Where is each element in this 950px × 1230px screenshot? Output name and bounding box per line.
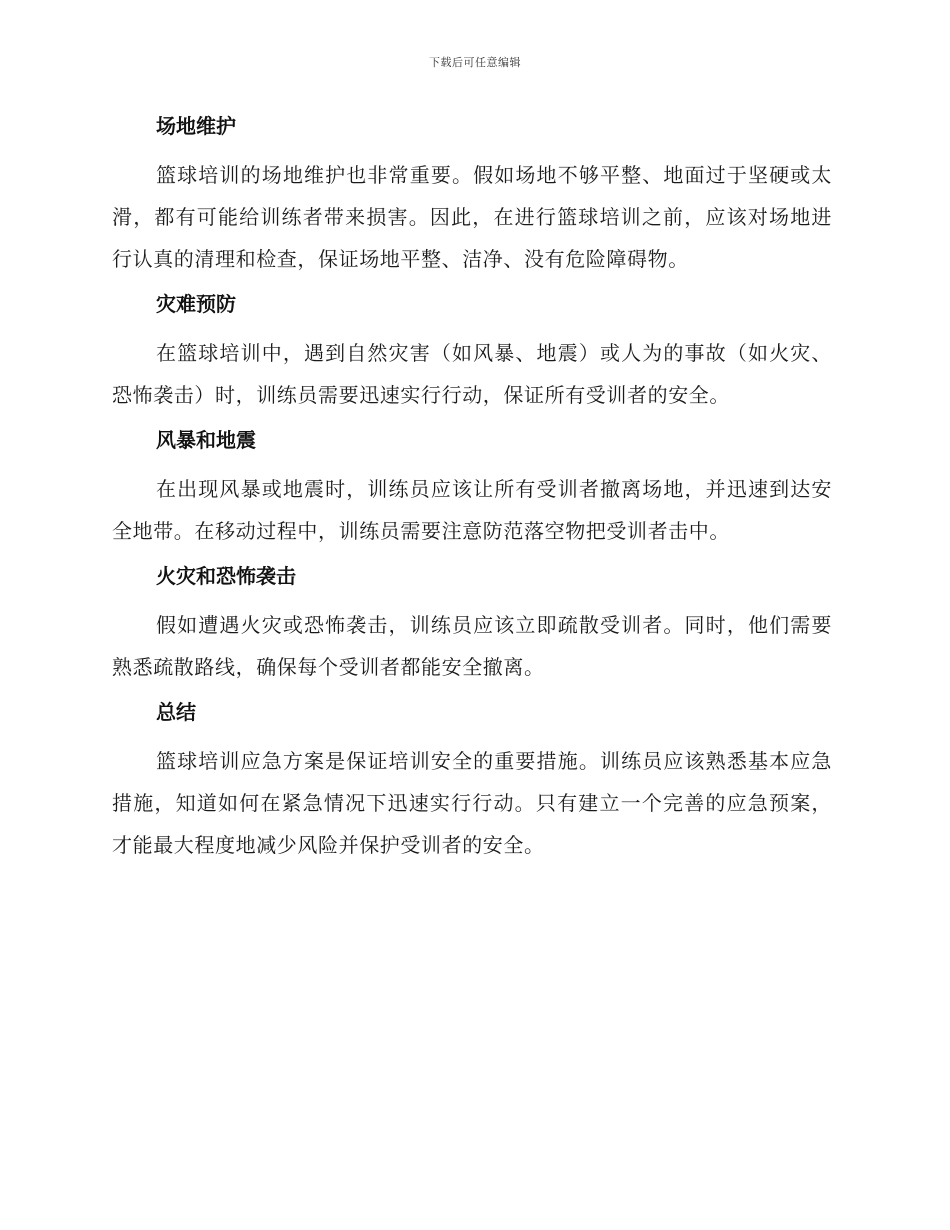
section-paragraph: 在篮球培训中，遇到自然灾害（如风暴、地震）或人为的事故（如火灾、恐怖袭击）时，训练员需要迅速实行行动，保证所有受训者的安全。 [112,341,832,407]
section-paragraph: 篮球培训的场地维护也非常重要。假如场地不够平整、地面过于坚硬或太滑，都有可能给训练者带来损害。因此，在进行篮球培训之前，应该对场地进行认真的清理和检查，保证场地平整、洁净、没有危险障碍物。 [112,163,832,271]
section-heading: 总结 [156,700,196,724]
section-summary [112,696,832,866]
section-paragraph: 在出现风暴或地震时，训练员应该让所有受训者撤离场地，并迅速到达安全地带。在移动过程中，训练员需要注意防范落空物把受训者击中。 [112,477,832,543]
section-heading: 灾难预防 [156,292,236,316]
section-paragraph: 假如遭遇火灾或恐怖袭击，训练员应该立即疏散受训者。同时，他们需要熟悉疏散路线，确保每个受训者都能安全撤离。 [112,613,832,679]
header-note: 下载后可任意编辑 [429,56,521,69]
section-storm-earthquake [112,424,832,552]
section-heading: 火灾和恐怖袭击 [156,564,296,588]
section-paragraph: 篮球培训应急方案是保证培训安全的重要措施。训练员应该熟悉基本应急措施，知道如何在紧急情况下迅速实行行动。只有建立一个完善的应急预案，才能最大程度地减少风险并保护受训者的安全。 [112,749,832,857]
section-fire-terror [112,560,832,688]
section-site-maintenance [112,110,832,280]
section-disaster-prevention [112,288,832,416]
document-content [112,110,832,874]
section-heading: 场地维护 [156,114,236,138]
section-heading: 风暴和地震 [156,428,256,452]
